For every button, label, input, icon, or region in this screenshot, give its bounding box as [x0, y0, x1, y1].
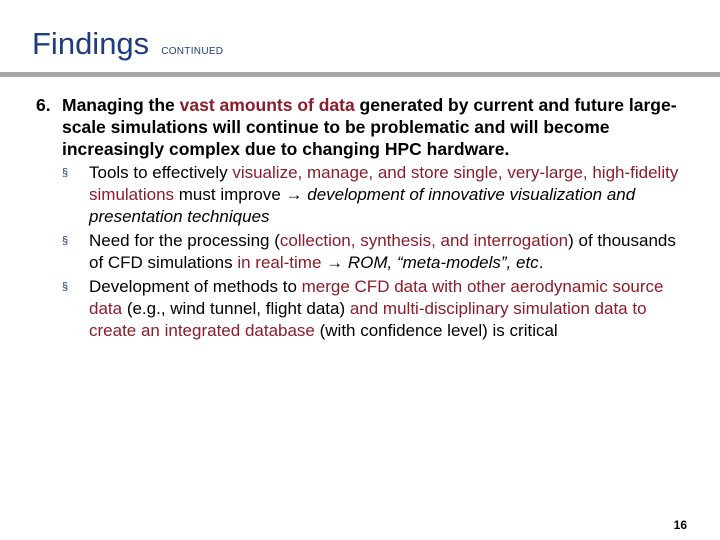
bullet-item	[62, 162, 696, 228]
bullet-list	[62, 162, 696, 342]
finding-text-before: Managing the	[62, 95, 180, 115]
header-divider	[0, 72, 720, 77]
bullet-text-segment: ) of thousands of CFD simulations	[89, 231, 676, 272]
finding-point	[36, 94, 696, 160]
bullet-text-segment: Need for the processing (	[89, 231, 280, 250]
slide-content	[36, 94, 696, 342]
slide-title: Findings	[32, 26, 150, 61]
slide-subtitle: CONTINUED	[161, 46, 224, 57]
bullet-text	[89, 276, 689, 342]
bullet-text-segment: and multi-disciplinary simulation data to create an integrated database	[89, 299, 647, 340]
bullet-marker-icon: §	[62, 281, 69, 293]
finding-text	[62, 94, 690, 160]
bullet-marker-icon: §	[62, 167, 69, 179]
bullet-text-segment: in real-time	[237, 253, 322, 272]
bullet-text-segment: →	[285, 185, 303, 204]
bullet-text	[89, 162, 689, 228]
bullet-text-segment: ROM, “meta-models”, etc	[347, 253, 539, 272]
bullet-marker-icon: §	[62, 235, 69, 247]
bullet-text-segment: merge CFD data with other aerodynamic source data	[89, 277, 664, 318]
slide-header	[32, 26, 223, 62]
bullet-text-segment: Tools to effectively	[89, 163, 233, 182]
bullet-text-segment: Development of methods to	[89, 277, 302, 296]
bullet-text-segment: must improve	[174, 185, 286, 204]
bullet-text-segment: .	[538, 253, 544, 272]
bullet-text-segment: collection, synthesis, and interrogation	[279, 231, 569, 250]
bullet-text	[89, 230, 689, 274]
finding-highlight: vast amounts of data	[179, 95, 355, 115]
finding-text-after: generated by current and future large-scale simulations will continue to be problematic and will become increasingly complex due to changing HPC hardware.	[62, 95, 677, 159]
bullet-text-segment: →	[321, 253, 348, 272]
bullet-item	[62, 230, 696, 274]
finding-number: 6.	[36, 95, 51, 115]
bullet-text-segment: (e.g., wind tunnel, flight data)	[122, 299, 350, 318]
bullet-text-segment: (with confidence level) is critical	[314, 321, 558, 340]
page-number: 16	[673, 518, 687, 532]
bullet-item	[62, 276, 696, 342]
bullet-text-segment: development of innovative visualization and presentation techniques	[89, 185, 636, 226]
bullet-text-segment: visualize, manage, and store single, very-large, high-fidelity simulations	[89, 163, 679, 204]
